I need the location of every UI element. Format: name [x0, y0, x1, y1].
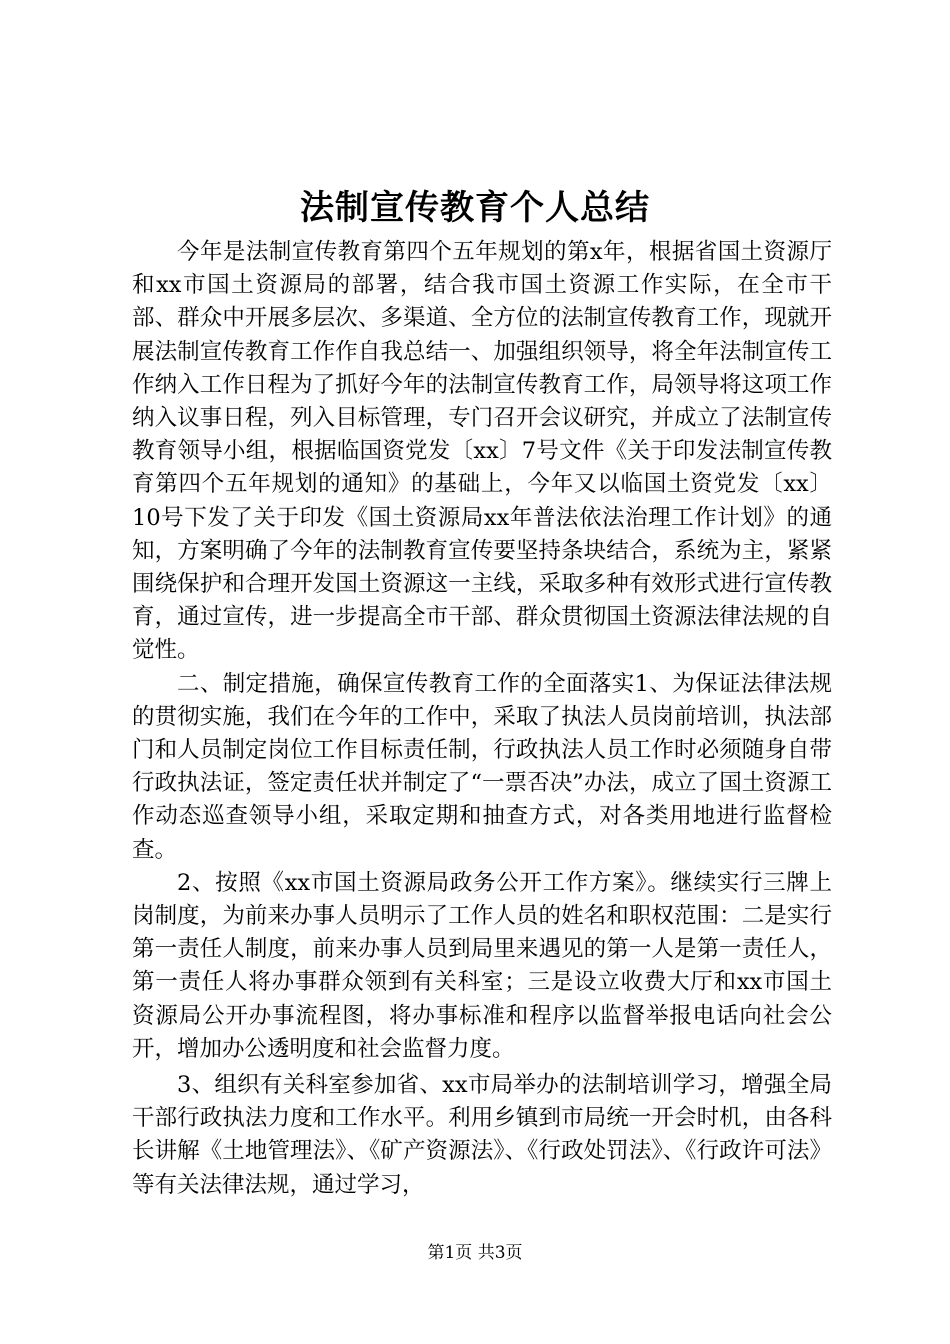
page-number-footer: 第1页 共3页 — [427, 1243, 523, 1263]
paragraph-4: 3、组织有关科室参加省、xx市局举办的法制培训学习，增强全局干部行政执法力度和工作水平。利用乡镇到市局统一开会时机，由各科长讲解《土地管理法》、《矿产资源法》、《行政处罚法》、《行政许可法》等有关法律法规，通过学习， — [132, 1072, 832, 1198]
paragraph-1: 今年是法制宣传教育第四个五年规划的第x年，根据省国土资源厅和xx市国土资源局的部署，结合我市国土资源工作实际，在全市干部、群众中开展多层次、多渠道、全方位的法制宣传教育工作，现就开展法制宣传教育工作作自我总结一、加强组织领导，将全年法制宣传工作纳入工作日程为了抓好今年的法制宣传教育工作，局领导将这项工作纳入议事日程，列入目标管理，专门召开会议研究，并成立了法制宣传教育领导小组，根据临国资党发〔xx〕7号文件《关于印发法制宣传教育第四个五年规划的通知》的基础上，今年又以临国土资党发〔xx〕10号下发了关于印发《国土资源局xx年普法依法治理工作计划》的通知，方案明确了今年的法制教育宣传要坚持条块结合，系统为主，紧紧围绕保护和合理开发国土资源这一主线，采取多种有效形式进行宣传教育，通过宣传，进一步提高全市干部、群众贯彻国土资源法律法规的自觉性。 — [132, 239, 832, 664]
document-title: 法制宣传教育个人总结 — [300, 188, 650, 228]
document-body — [132, 236, 832, 1202]
paragraph-2: 二、制定措施，确保宣传教育工作的全面落实1、为保证法律法规的贯彻实施，我们在今年的工作中，采取了执法人员岗前培训，执法部门和人员制定岗位工作目标责任制，行政执法人员工作时必须随身自带行政执法证，签定责任状并制定了“一票否决”办法，成立了国土资源工作动态巡查领导小组，采取定期和抽查方式，对各类用地进行监督检查。 — [132, 670, 832, 863]
paragraph-3: 2、按照《xx市国土资源局政务公开工作方案》。继续实行三牌上岗制度，为前来办事人员明示了工作人员的姓名和职权范围：二是实行第一责任人制度，前来办事人员到局里来遇见的第一人是第一责任人，第一责任人将办事群众领到有关科室；三是设立收费大厅和xx市国土资源局公开办事流程图，将办事标准和程序以监督举报电话向社会公开，增加办公透明度和社会监督力度。 — [132, 869, 832, 1062]
